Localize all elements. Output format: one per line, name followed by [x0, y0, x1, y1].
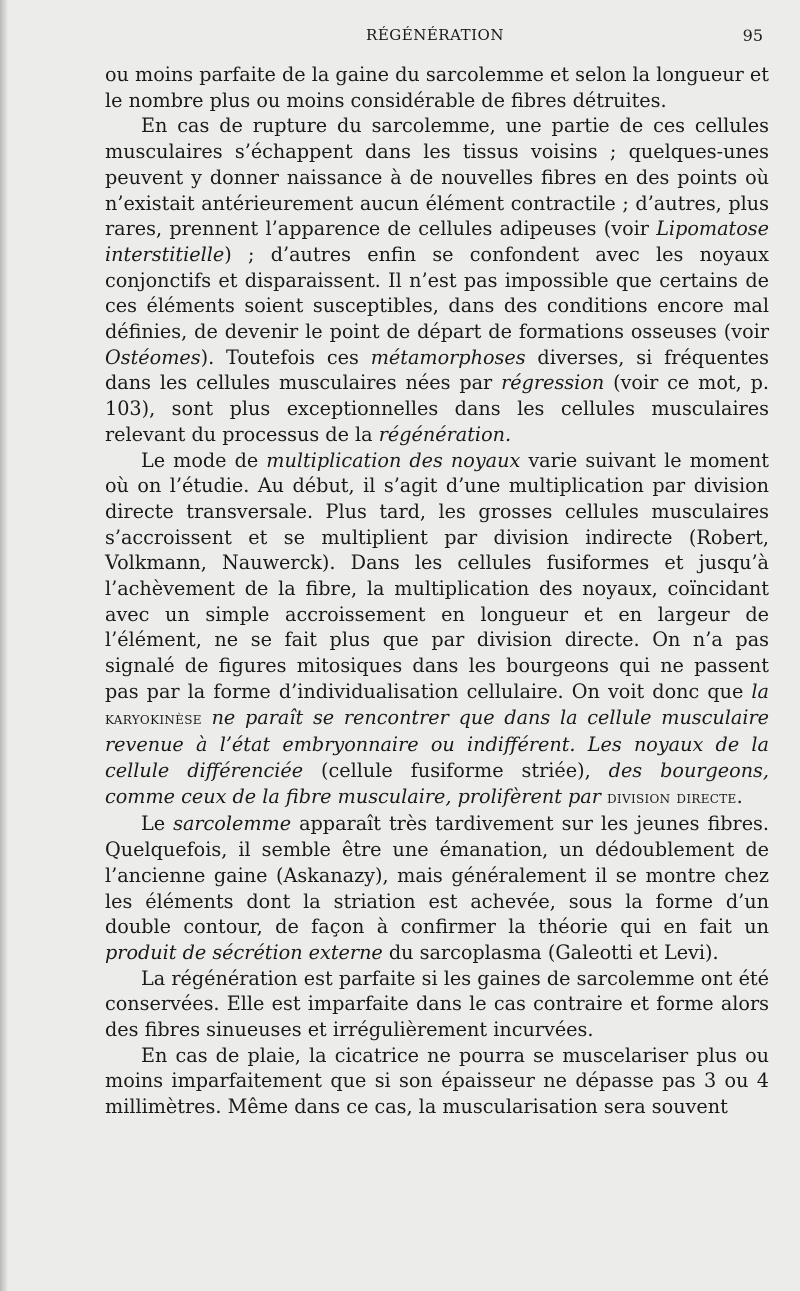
text-run: En cas de rupture du sarcolemme, une partie de ces cellules musculaires s’échappent dans les tissus voisins ; quelques-unes peuvent y donner naissance à de nouvelles fibres en des points où n’existait antérieurement aucun élément contractile ; d’autres, plus rares, prennent l’apparence de cellules adipeuses (voir — [105, 114, 769, 241]
paragraph-1 — [105, 62, 769, 113]
paragraph-4 — [105, 811, 769, 965]
text-run: varie suivant le moment où on l’étudie. Au début, il s’agit d’une multiplication par division directe transversale. Plus tard, les grosses cellules musculaires s’accroissent et se multiplient par division indirecte (Robert, Volkmann, Nauwerck). Dans les cellules fusiformes et jusqu’à l’achèvement de la fibre, la multiplication des noyaux, coïncidant avec un simple accroissement en longueur et en largeur de l’élément, ne se fait plus que par division directe. On n’a pas signalé de figures mitosiques dans les bourgeons qui ne passent pas par la forme d’individualisation cellulaire. On voit donc que — [105, 448, 769, 703]
text-run: . — [736, 784, 743, 808]
text-run: La régénération est parfaite si les gaines de sarcolemme ont été conservées. Elle est imparfaite dans le cas contraire et forme alors des fibres sinueuses et irrégulièrement incurvées. — [105, 966, 769, 1042]
text-run: du sarcoplasma (Galeotti et Levi). — [382, 940, 719, 964]
text-run: ou moins parfaite de la gaine du sarcolemme et selon la longueur et le nombre plus ou moins considérable de fibres détruites. — [105, 63, 769, 112]
text-run: (cellule fusiforme striée), — [303, 758, 609, 782]
italic-term: Lipomatose interstitielle — [105, 217, 769, 266]
text-run: (voir ce mot, p. 103), sont plus exceptionnelles dans les cellules musculaires relevant du processus de la — [105, 371, 769, 446]
page-header — [105, 26, 765, 56]
text-run: apparaît très tardivement sur les jeunes fibres. Quelquefois, il semble être une émanation, un dédoublement de l’ancienne gaine (Askanazy), mais généralement il se montre chez les éléments dont la striation est achevée, sous la forme d’un double contour, de façon à confirmer la théorie qui en fait un — [105, 812, 769, 939]
text-run: diverses, si fréquentes dans les cellules musculaires nées par — [105, 345, 769, 395]
text-run: Le mode de — [141, 448, 267, 472]
italic-term: régénération. — [378, 422, 512, 446]
italic-term: produit de sécrétion externe — [105, 940, 383, 964]
body-text — [105, 62, 769, 1120]
paragraph-3 — [105, 448, 769, 812]
italic-term: Ostéomes — [105, 345, 201, 369]
italic-term: sarcolemme — [173, 812, 292, 836]
small-caps-term: division directe — [607, 787, 737, 808]
italic-term: métamorphoses — [370, 345, 526, 369]
running-title: RÉGÉNÉRATION — [366, 26, 504, 44]
paragraph-6 — [105, 1043, 769, 1120]
page-number: 95 — [742, 26, 763, 45]
paragraph-2 — [105, 113, 769, 447]
italic-term: des bourgeons, comme ceux de la fibre musculaire, prolifèrent par — [105, 758, 769, 808]
small-caps-term: karyokinèse — [105, 708, 202, 729]
paragraph-5 — [105, 966, 769, 1043]
italic-term: multiplication des noyaux — [266, 448, 521, 472]
italic-term: la — [751, 679, 769, 703]
italic-term: ne paraît se rencontrer que dans la cellule musculaire revenue à l’état embryonnaire ou indifférent. Les noyaux de la cellule différenciée — [105, 705, 769, 782]
text-run: ) ; d’autres enfin se confondent avec les noyaux conjonctifs et disparaissent. Il n’est pas impossible que certains de ces éléments soient susceptibles, dans des conditions encore mal définies, de devenir le point de départ de formations osseuses (voir — [105, 242, 769, 344]
text-run: En cas de plaie, la cicatrice ne pourra se muscelariser plus ou moins imparfaitement que si son épaisseur ne dépasse pas 3 ou 4 millimètres. Même dans ce cas, la muscularisation sera souvent — [105, 1043, 769, 1119]
text-run: ). Toutefois ces — [200, 345, 371, 369]
text-run: Le — [141, 812, 174, 836]
italic-term: régression — [501, 371, 605, 395]
page-binding-shadow — [0, 0, 8, 1291]
